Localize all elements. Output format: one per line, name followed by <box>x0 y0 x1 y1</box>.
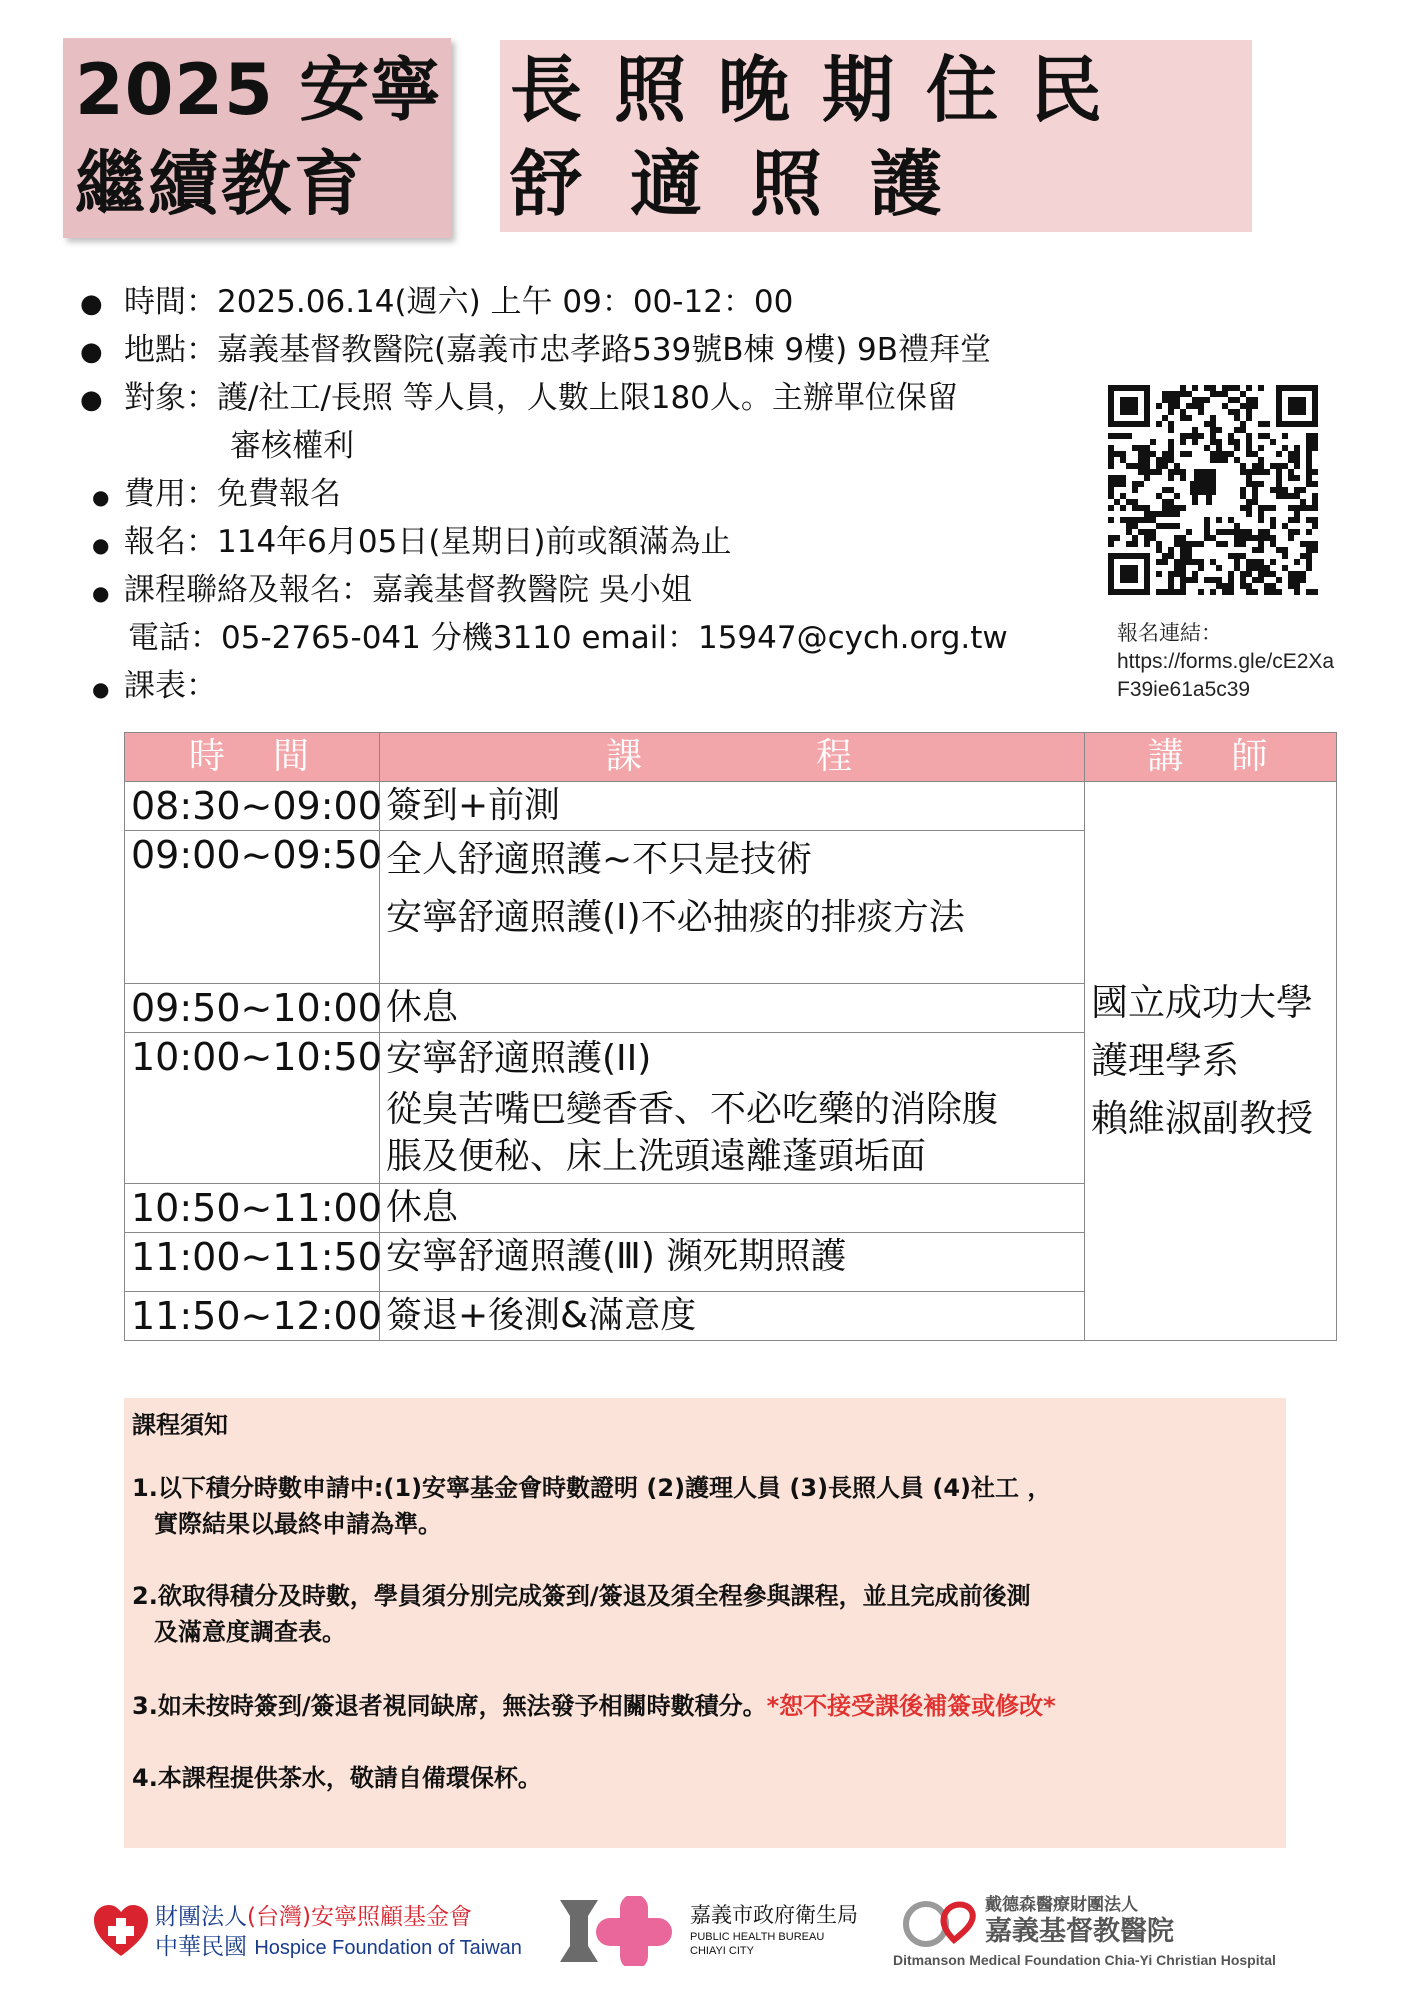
info-contact: 課程聯絡及報名：嘉義基督教醫院 吳小姐 <box>124 572 692 608</box>
health-bureau-logo-icon <box>558 1896 678 1966</box>
qr-caption-url-2[interactable]: F39ie61a5c39 <box>1117 678 1251 701</box>
schedule-table <box>124 732 1337 1341</box>
row-time: 10:00~10:50 <box>125 1033 380 1184</box>
row-course <box>380 782 1085 831</box>
title-edu-line: 繼續教育 <box>75 143 367 225</box>
title-year-line: 2025 安寧 <box>75 49 442 131</box>
title-topic-line2: 舒適照護 <box>510 142 991 226</box>
header-course: 課 程 <box>380 733 1085 782</box>
schedule-header-row <box>125 733 1337 782</box>
course-line: 全人舒適照護~不只是技術 <box>386 839 813 880</box>
hospice-foundation-name <box>155 1902 522 1963</box>
header-time: 時 間 <box>125 733 380 782</box>
note-item-3 <box>132 1688 1056 1724</box>
title-topic-line1: 長照晚期住民 <box>510 48 1135 132</box>
row-time: 08:30~09:00 <box>125 782 380 831</box>
info-time: 時間：2025.06.14(週六) 上午 09：00-12：00 <box>124 284 794 320</box>
health-bureau-name <box>690 1900 858 1958</box>
bullet-icon: ● <box>92 581 110 605</box>
info-registration: 報名：114年6月05日(星期日)前或額滿為止 <box>124 524 732 560</box>
row-course <box>380 1292 1085 1341</box>
row-time: 11:50~12:00 <box>125 1292 380 1341</box>
row-course <box>380 831 1085 984</box>
row-time: 10:50~11:00 <box>125 1184 380 1233</box>
qr-code-icon <box>1108 385 1318 595</box>
row-time: 09:00~09:50 <box>125 831 380 984</box>
info-schedule-label: 課表： <box>124 668 217 704</box>
org1-english: Hospice Foundation of Taiwan <box>254 1937 522 1959</box>
note-item-3-warning: *恕不接受課後補簽或修改* <box>766 1692 1056 1720</box>
course-line: 簽到+前測 <box>386 785 561 826</box>
info-fee: 費用：免費報名 <box>124 476 341 512</box>
teacher-cell <box>1085 782 1337 1341</box>
org1-country: 中華民國 <box>155 1934 247 1960</box>
org3-line2: 嘉義基督教醫院 <box>985 1916 1174 1947</box>
row-course <box>380 1184 1085 1233</box>
course-line: 休息 <box>386 987 459 1028</box>
qr-caption-url-1[interactable]: https://forms.gle/cE2Xa <box>1117 650 1335 673</box>
note-item-1: 1.以下積分時數申請中:(1)安寧基金會時數證明 (2)護理人員 (3)長照人員 (4)社工 ， <box>132 1474 1052 1502</box>
course-line: 脹及便秘、床上洗頭遠離蓬頭垢面 <box>386 1136 927 1177</box>
info-audience-cont: 審核權利 <box>230 428 354 464</box>
bullet-icon: ● <box>80 385 103 415</box>
info-location: 地點：嘉義基督教醫院(嘉義市忠孝路539號B棟 9樓) 9B禮拜堂 <box>124 332 992 368</box>
course-line: 休息 <box>386 1187 459 1228</box>
org1-name: (台灣)安寧照顧基金會 <box>247 1904 472 1930</box>
course-line: 安寧舒適照護(Ⅲ) 瀕死期照護 <box>386 1236 847 1277</box>
org2-en2: CHIAYI CITY <box>690 1945 754 1957</box>
course-line: 安寧舒適照護(I)不必抽痰的排痰方法 <box>386 897 965 938</box>
note-item-2-cont: 及滿意度調查表。 <box>154 1618 346 1646</box>
row-course <box>380 984 1085 1033</box>
registration-qr-code[interactable] <box>1108 385 1318 595</box>
info-audience: 對象：護/社工/長照 等人員，人數上限180人。主辦單位保留 <box>124 380 958 416</box>
course-line: 從臭苦嘴巴變香香、不必吃藥的消除腹 <box>386 1089 999 1130</box>
note-item-4: 4.本課程提供茶水，敬請自備環保杯。 <box>132 1764 542 1792</box>
qr-caption <box>1117 620 1334 704</box>
org3-english: Ditmanson Medical Foundation Chia-Yi Christian Hospital <box>893 1952 1276 1968</box>
note-item-2: 2.欲取得積分及時數，學員須分別完成簽到/簽退及須全程參與課程，並且完成前後測 <box>132 1582 1031 1610</box>
bullet-icon: ● <box>92 533 110 557</box>
christian-hospital-logo-icon <box>902 1896 988 1948</box>
note-item-1-cont: 實際結果以最終申請為準。 <box>154 1510 442 1538</box>
org2-zh: 嘉義市政府衛生局 <box>690 1903 858 1927</box>
course-line: 簽退+後測&滿意度 <box>386 1295 697 1336</box>
course-notes <box>124 1398 1286 1848</box>
row-course <box>380 1233 1085 1292</box>
notes-heading: 課程須知 <box>132 1411 228 1439</box>
org1-prefix: 財團法人 <box>155 1904 247 1930</box>
org3-line1: 戴德森醫療財團法人 <box>985 1895 1138 1915</box>
bullet-icon: ● <box>92 677 110 701</box>
hospice-foundation-logo-icon <box>92 1902 150 1960</box>
row-time: 09:50~10:00 <box>125 984 380 1033</box>
title-left-box <box>63 38 451 238</box>
header-teacher: 講 師 <box>1085 733 1337 782</box>
bullet-icon: ● <box>80 337 103 367</box>
teacher-line-name: 賴維淑副教授 <box>1091 1097 1313 1140</box>
qr-caption-label: 報名連結： <box>1117 622 1222 645</box>
org2-en1: PUBLIC HEALTH BUREAU <box>690 1931 825 1943</box>
info-phone-email: 電話：05-2765-041 分機3110 email：15947@cych.org.tw <box>128 620 1008 656</box>
course-line: 安寧舒適照護(II) <box>386 1038 652 1079</box>
row-course <box>380 1033 1085 1184</box>
note-item-3-text: 3.如未按時簽到/簽退者視同缺席，無法發予相關時數積分。 <box>132 1692 767 1720</box>
teacher-line-univ: 國立成功大學 <box>1091 981 1313 1024</box>
christian-hospital-name <box>985 1894 1174 1948</box>
bullet-icon: ● <box>80 289 103 319</box>
table-row <box>125 782 1337 831</box>
row-time: 11:00~11:50 <box>125 1233 380 1292</box>
teacher-line-dept: 護理學系 <box>1091 1039 1239 1082</box>
bullet-icon: ● <box>92 485 110 509</box>
title-right-box <box>500 40 1252 232</box>
